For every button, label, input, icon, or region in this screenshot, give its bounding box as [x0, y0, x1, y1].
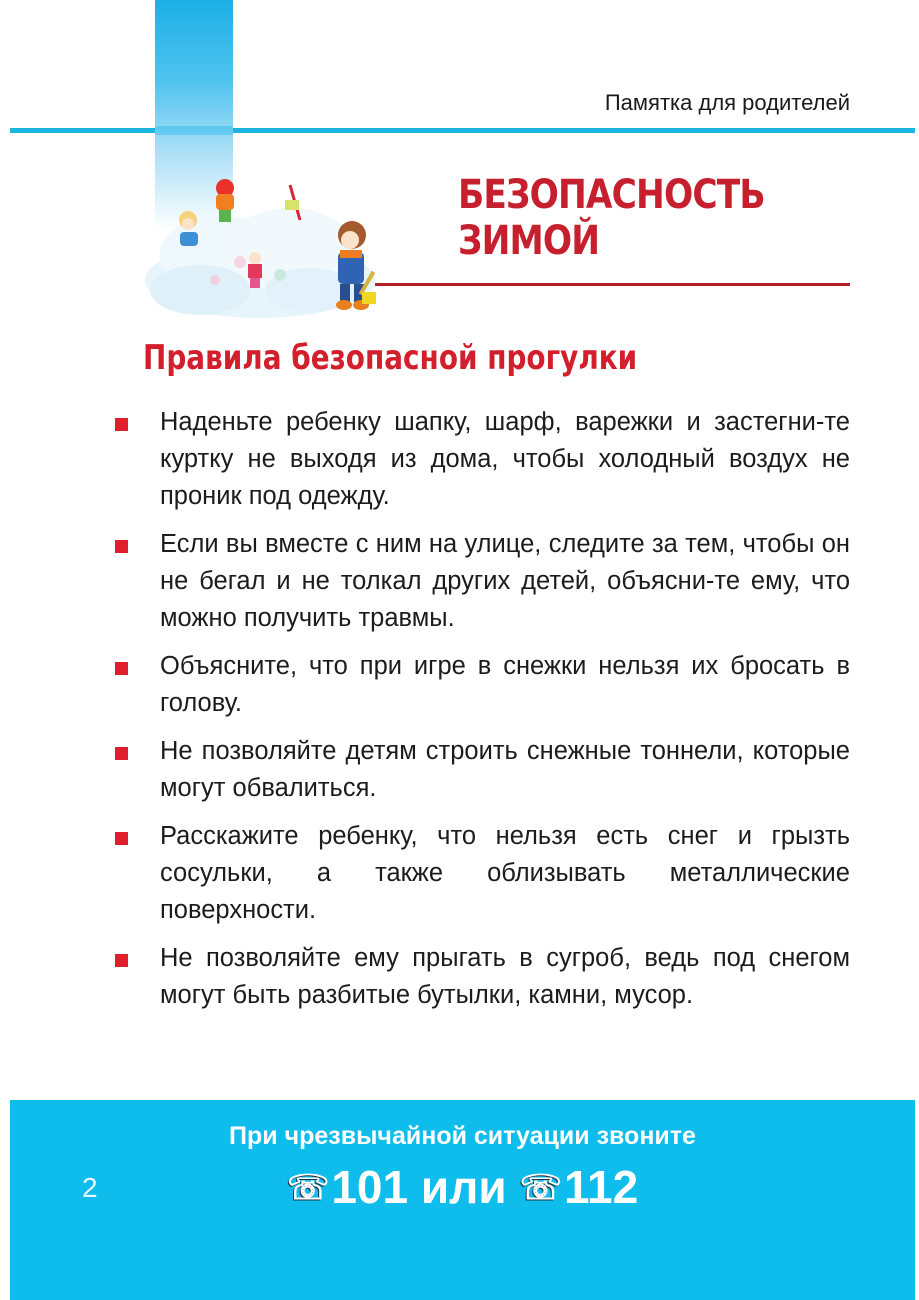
phone-icon: ☏: [286, 1169, 330, 1207]
stripe-overlap: [155, 126, 233, 135]
square-bullet-icon: [115, 662, 128, 675]
square-bullet-icon: [115, 954, 128, 967]
emergency-numbers: [10, 1160, 915, 1214]
emergency-text: При чрезвычайной ситуации звоните: [229, 1122, 696, 1150]
rule-text: Не позволяйте ему прыгать в сугроб, ведь под снегом могут быть разбитые бутылки, камни, мусор.: [160, 944, 850, 1009]
children-snow-illustration: [140, 150, 400, 320]
rule-item: [113, 648, 850, 722]
rules-list: [113, 404, 850, 1025]
rule-text: Объясните, что при игре в снежки нельзя их бросать в голову.: [160, 652, 850, 717]
header-caption: Памятка для родителей: [604, 90, 850, 115]
title-line-2: ЗИМОЙ: [458, 218, 600, 264]
rule-item: [113, 818, 850, 929]
rule-text: Если вы вместе с ним на улице, следите за тем, чтобы он не бегал и не толкал других детей, объясни-те ему, что можно получить травмы.: [160, 530, 850, 632]
header-divider-line: [10, 128, 915, 133]
page-title: [458, 172, 765, 264]
rule-item: [113, 733, 850, 807]
rule-text: Не позволяйте детям строить снежные тоннели, которые могут обвалиться.: [160, 737, 850, 802]
rule-item: [113, 526, 850, 637]
square-bullet-icon: [115, 418, 128, 431]
connector-text: или: [420, 1161, 507, 1213]
square-bullet-icon: [115, 832, 128, 845]
rule-item: [113, 940, 850, 1014]
emergency-number-1: 101: [331, 1161, 409, 1213]
rule-item: [113, 404, 850, 515]
page-number: 2: [82, 1172, 98, 1203]
rule-text: Наденьте ребенку шапку, шарф, варежки и застегни-те куртку не выходя из дома, чтобы холодный воздух не проник под одежду.: [160, 408, 850, 510]
emergency-footer: [10, 1100, 915, 1300]
emergency-number-2: 112: [563, 1161, 639, 1213]
title-underline: [375, 283, 850, 286]
title-line-1: БЕЗОПАСНОСТЬ: [458, 172, 765, 218]
square-bullet-icon: [115, 747, 128, 760]
phone-icon: ☏: [519, 1169, 562, 1207]
section-heading: Правила безопасной прогулки: [143, 338, 638, 378]
rule-text: Расскажите ребенку, что нельзя есть снег и грызть сосульки, а также облизывать металлические поверхности.: [160, 822, 850, 924]
square-bullet-icon: [115, 540, 128, 553]
